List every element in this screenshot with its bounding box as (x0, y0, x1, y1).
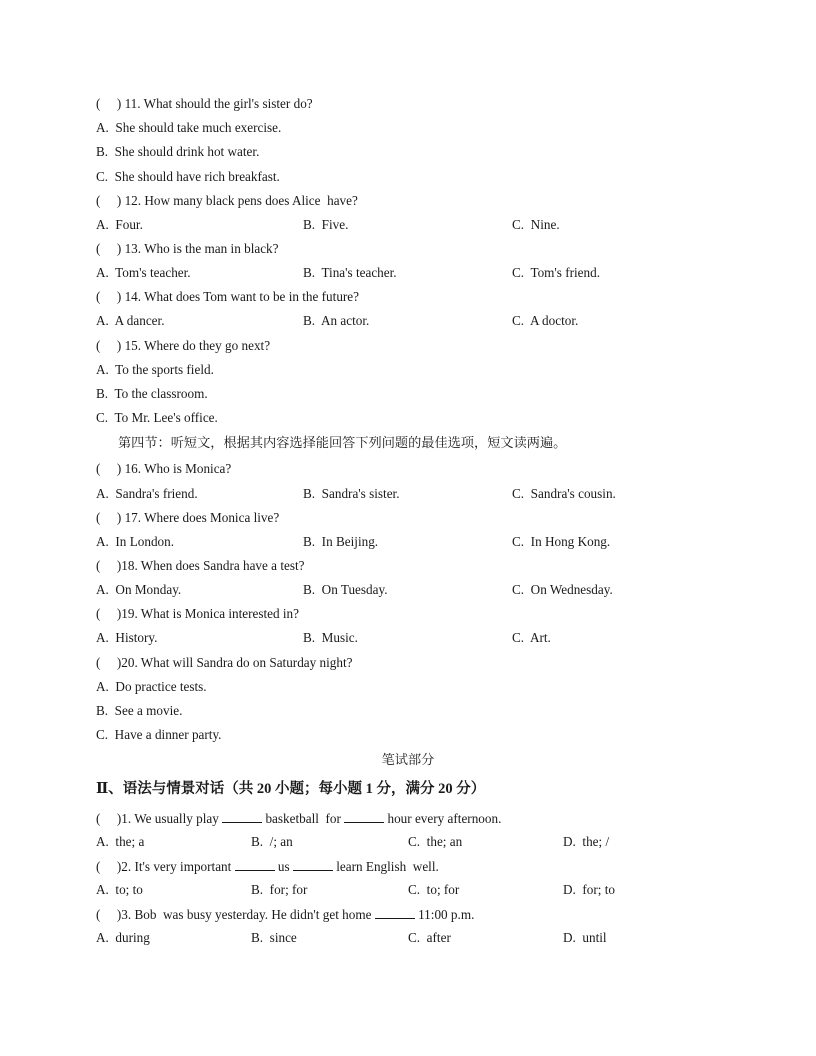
answer-blank (222, 810, 262, 823)
q15-option-a: A. To the sports field. (96, 362, 214, 377)
q15-option-c: C. To Mr. Lee's office. (96, 410, 218, 425)
question-14: ( ) 14. What does Tom want to be in the future? (96, 289, 360, 304)
grammar-question-2 (96, 858, 439, 875)
grammar-q2-option-d: D. for; to (563, 882, 616, 897)
answer-blank (293, 858, 333, 871)
grammar-q1-option-c: C. the; an (408, 834, 463, 849)
question-13: ( ) 13. Who is the man in black? (96, 241, 279, 256)
q11-option-b: B. She should drink hot water. (96, 144, 260, 159)
grammar-q2-text-3: learn English well. (332, 859, 439, 874)
grammar-q3-option-a: A. during (96, 930, 150, 945)
q19-option-b: B. Music. (303, 630, 358, 645)
q15-option-b: B. To the classroom. (96, 386, 208, 401)
q17-option-b: B. In Beijing. (303, 534, 379, 549)
grammar-q3-option-d: D. until (563, 930, 607, 945)
written-part-label: 笔试部分 (381, 752, 435, 767)
q16-option-c: C. Sandra's cousin. (512, 486, 616, 501)
question-20: ( )20. What will Sandra do on Saturday night? (96, 655, 353, 670)
grammar-q1-option-b: B. /; an (251, 834, 293, 849)
grammar-q1-option-d: D. the; / (563, 834, 610, 849)
q20-option-c: C. Have a dinner party. (96, 727, 222, 742)
q19-option-c: C. Art. (512, 630, 551, 645)
section-4-instructions: 第四节：听短文，根据其内容选择能回答下列问题的最佳选项，短文读两遍。 (118, 435, 567, 450)
q16-option-b: B. Sandra's sister. (303, 486, 400, 501)
q17-option-a: A. In London. (96, 534, 175, 549)
q20-option-b: B. See a movie. (96, 703, 183, 718)
q11-option-c: C. She should have rich breakfast. (96, 169, 280, 184)
q12-option-a: A. Four. (96, 217, 143, 232)
grammar-q3-option-b: B. since (251, 930, 297, 945)
q11-option-a: A. She should take much exercise. (96, 120, 282, 135)
grammar-q3-text-1: ( )3. Bob was busy yesterday. He didn't get home (96, 907, 375, 922)
q19-option-a: A. History. (96, 630, 158, 645)
q18-option-c: C. On Wednesday. (512, 582, 613, 597)
answer-blank (375, 906, 415, 919)
grammar-q2-option-b: B. for; for (251, 882, 308, 897)
q18-option-a: A. On Monday. (96, 582, 182, 597)
q12-option-b: B. Five. (303, 217, 349, 232)
answer-blank (235, 858, 275, 871)
q13-option-b: B. Tina's teacher. (303, 265, 397, 280)
q14-option-c: C. A doctor. (512, 313, 579, 328)
grammar-q1-text-3: hour every afternoon. (384, 811, 502, 826)
q14-option-b: B. An actor. (303, 313, 370, 328)
q17-option-c: C. In Hong Kong. (512, 534, 611, 549)
question-16: ( ) 16. Who is Monica? (96, 461, 232, 476)
q13-option-c: C. Tom's friend. (512, 265, 601, 280)
grammar-q2-option-a: A. to; to (96, 882, 143, 897)
q16-option-a: A. Sandra's friend. (96, 486, 198, 501)
q12-option-c: C. Nine. (512, 217, 560, 232)
q18-option-b: B. On Tuesday. (303, 582, 388, 597)
q14-option-a: A. A dancer. (96, 313, 165, 328)
question-17: ( ) 17. Where does Monica live? (96, 510, 280, 525)
question-19: ( )19. What is Monica interested in? (96, 606, 300, 621)
question-12: ( ) 12. How many black pens does Alice have? (96, 193, 358, 208)
grammar-q1-text-1: ( )1. We usually play (96, 811, 223, 826)
question-15: ( ) 15. Where do they go next? (96, 338, 271, 353)
grammar-question-1 (96, 810, 501, 827)
grammar-q2-option-c: C. to; for (408, 882, 460, 897)
grammar-q1-option-a: A. the; a (96, 834, 145, 849)
part-2-title: Ⅱ、语法与情景对话（共 20 小题；每小题 1 分，满分 20 分） (96, 781, 486, 797)
grammar-q3-option-c: C. after (408, 930, 451, 945)
grammar-q1-text-2: basketball for (262, 811, 345, 826)
answer-blank (344, 810, 384, 823)
grammar-q2-text-1: ( )2. It's very important (96, 859, 235, 874)
grammar-question-3 (96, 906, 474, 923)
question-11: ( ) 11. What should the girl's sister do? (96, 96, 313, 111)
question-18: ( )18. When does Sandra have a test? (96, 558, 305, 573)
grammar-q2-text-2: us (274, 859, 293, 874)
q20-option-a: A. Do practice tests. (96, 679, 207, 694)
q13-option-a: A. Tom's teacher. (96, 265, 191, 280)
grammar-q3-text-2: 11:00 p.m. (414, 907, 475, 922)
